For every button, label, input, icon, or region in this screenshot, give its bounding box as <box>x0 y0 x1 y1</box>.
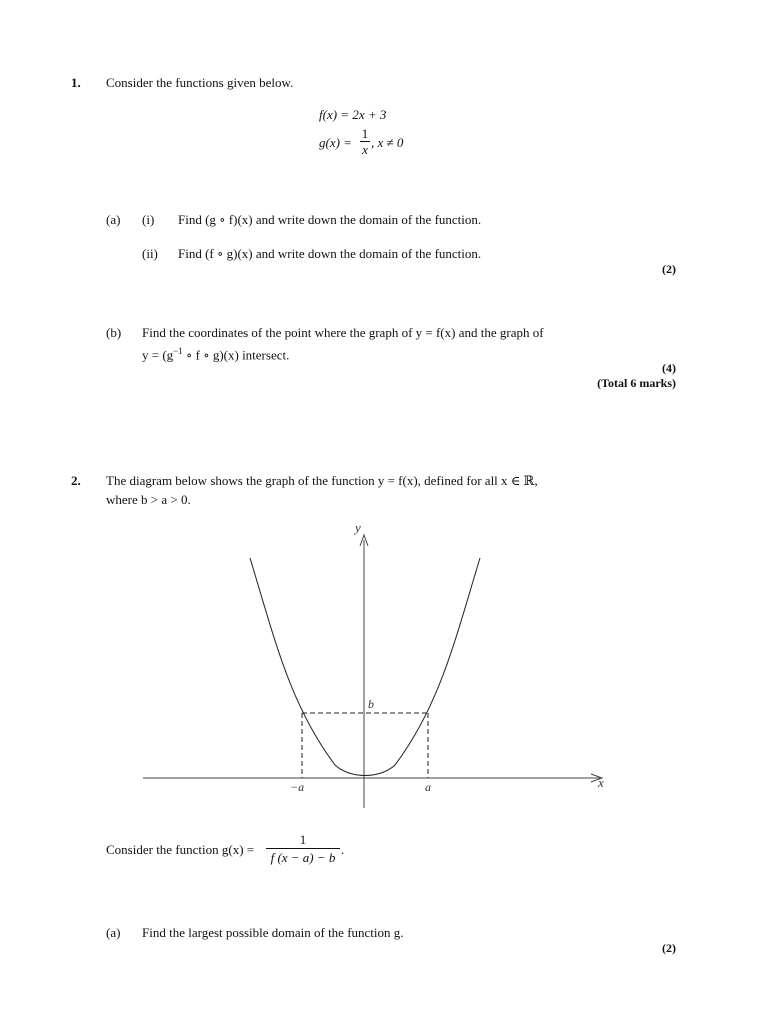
consider-function-text: Consider the function g(x) = <box>106 842 255 857</box>
part-a-i-text: Find (g ∘ f)(x) and write down the domain of the function. <box>178 212 482 227</box>
g-definition-fraction <box>266 831 340 867</box>
part-b-line-1: Find the coordinates of the point where the graph of y = f(x) and the graph of <box>142 325 544 340</box>
x-axis-label: x <box>598 775 604 790</box>
question-2-intro-line-2: where b > a > 0. <box>106 492 191 507</box>
fraction-denominator: f (x − a) − b <box>266 848 340 867</box>
neg-a-label: −a <box>290 780 305 794</box>
g-definition-rhs: , x ≠ 0 <box>371 135 404 150</box>
q2-part-a-marks: (2) <box>662 941 676 955</box>
question-2-intro-line-1: The diagram below shows the graph of the function y = f(x), defined for all x ∈ ℝ, <box>106 473 538 488</box>
part-a-ii-text: Find (f ∘ g)(x) and write down the domain of the function. <box>178 246 482 261</box>
part-b-marks: (4) <box>662 361 676 375</box>
question-2-number: 2. <box>71 473 81 488</box>
g-definition-lhs: g(x) = <box>319 135 352 150</box>
part-a-label: (a) <box>106 212 121 227</box>
g-numerator: 1 <box>361 126 369 141</box>
f-definition: f(x) = 2x + 3 <box>319 107 387 122</box>
g-denominator: x <box>360 141 370 157</box>
part-b-line-2-pre: y = (g <box>142 347 174 363</box>
inverse-superscript: −1 <box>173 346 183 356</box>
q2-part-a-label: (a) <box>106 925 121 940</box>
part-a-marks: (2) <box>662 262 676 276</box>
part-b-line-2-post: ∘ f ∘ g)(x) intersect. <box>182 347 290 363</box>
question-1-number: 1. <box>71 75 81 90</box>
b-label: b <box>368 697 374 711</box>
a-label: a <box>425 780 431 794</box>
part-b-label: (b) <box>106 325 122 340</box>
fraction-period: . <box>341 842 345 857</box>
parabola-curve <box>250 558 480 776</box>
fraction-numerator: 1 <box>299 832 307 847</box>
question-1-intro: Consider the functions given below. <box>106 75 294 90</box>
part-a-ii-label: (ii) <box>142 246 158 261</box>
y-axis-label: y <box>355 520 361 535</box>
part-a-i-label: (i) <box>142 212 155 227</box>
q2-part-a-text: Find the largest possible domain of the function g. <box>142 925 404 940</box>
question-1-total-marks: (Total 6 marks) <box>597 376 676 390</box>
